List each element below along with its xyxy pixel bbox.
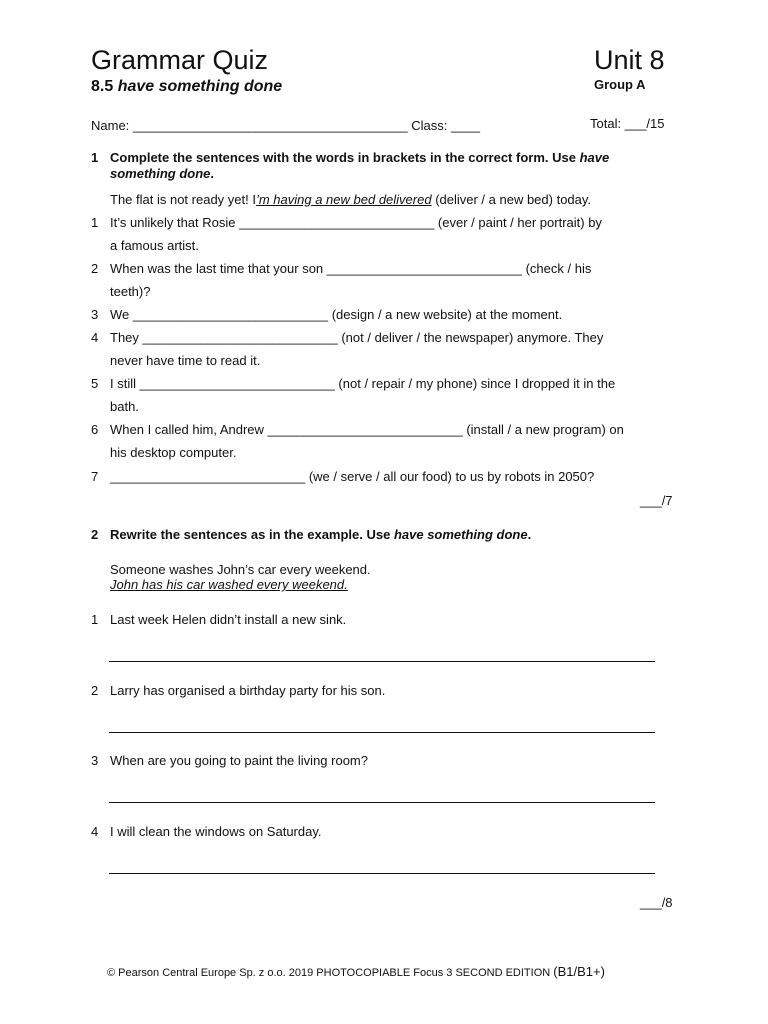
class-blank: ____ [451, 118, 480, 133]
total-max: /15 [646, 116, 665, 131]
footer-level: (B1/B1+) [553, 964, 605, 979]
ex2-item-4-number: 4 [91, 824, 99, 839]
ex2-item-2-answer-line[interactable] [109, 732, 655, 733]
exercise-2-instruction [110, 527, 531, 543]
ex1-item-6-line2: his desktop computer. [110, 445, 237, 460]
class-label: Class: [407, 118, 451, 133]
unit-label: Unit 8 [594, 45, 665, 75]
ex1-item-2-line2: teeth)? [110, 284, 151, 299]
ex2-item-4-text: I will clean the windows on Saturday. [110, 824, 322, 839]
exercise-1-number: 1 [91, 150, 99, 165]
exercise-1-instruction-text: Complete the sentences with the words in brackets in the correct form. Use [110, 150, 580, 165]
ex1-item-5-number: 5 [91, 376, 99, 391]
exercise-2-instruction-text: Rewrite the sentences as in the example. Use [110, 527, 394, 542]
exercise-1-example [110, 192, 591, 208]
page-title: Grammar Quiz [91, 45, 269, 75]
ex2-item-3-answer-line[interactable] [109, 802, 655, 803]
exercise-1-instruction-end: . [210, 166, 215, 181]
ex1-item-7-line1: ___________________________ (we / serve / all our food) to us by robots in 2050? [110, 469, 595, 484]
name-class-row [91, 118, 480, 134]
footer [107, 965, 605, 980]
ex1-item-1-number: 1 [91, 215, 99, 230]
ex1-item-4-line1: They ___________________________ (not / deliver / the newspaper) anymore. They [110, 330, 604, 345]
ex2-item-1-answer-line[interactable] [109, 661, 655, 662]
ex2-item-2-text: Larry has organised a birthday party for his son. [110, 683, 386, 698]
exercise-1-instruction-em-b: something done [110, 166, 211, 181]
ex1-item-3-number: 3 [91, 307, 99, 322]
exercise-2-example-answer [110, 577, 348, 593]
ex2-item-1-text: Last week Helen didn’t install a new sink. [110, 612, 347, 627]
footer-copyright: © Pearson Central Europe Sp. z o.o. 2019 PHOTOCOPIABLE Focus 3 SECOND EDITION [107, 967, 554, 979]
total-score [590, 116, 664, 132]
exercise-1-instruction [110, 150, 670, 182]
exercise-2-instruction-em: have something done [393, 527, 528, 542]
ex2-item-3-number: 3 [91, 753, 99, 768]
ex1-item-7-number: 7 [91, 469, 99, 484]
ex2-item-2-number: 2 [91, 683, 99, 698]
ex2-item-3-text: When are you going to paint the living room? [110, 753, 368, 768]
ex1-item-5-line1: I still ___________________________ (not / repair / my phone) since I dropped it in the [110, 376, 616, 391]
ex1-item-3-line1: We ___________________________ (design / a new website) at the moment. [110, 307, 563, 322]
page-subtitle [91, 77, 282, 97]
ex1-item-6-line1: When I called him, Andrew ___________________________ (install / a new program) on [110, 422, 624, 437]
subtitle-topic: have something done [117, 78, 283, 95]
example-answer: ’m having a new bed delivered [255, 192, 432, 207]
ex1-item-2-number: 2 [91, 261, 99, 276]
exercise-1-instruction-em-a: have [579, 150, 610, 165]
name-blank: ______________________________________ [132, 118, 408, 133]
example-post: (deliver / a new bed) today. [431, 192, 592, 207]
ex1-item-2-line1: When was the last time that your son ___________________________ (check / his [110, 261, 592, 276]
ex1-item-4-line2: never have time to read it. [110, 353, 261, 368]
exercise-2-score: ___/8 [640, 895, 673, 910]
total-blank: ___ [624, 116, 647, 131]
ex1-item-1-line2: a famous artist. [110, 238, 199, 253]
ex2-item-1-number: 1 [91, 612, 99, 627]
ex2-item-4-answer-line[interactable] [109, 873, 655, 874]
exercise-2-example-sentence: Someone washes John’s car every weekend. [110, 562, 371, 577]
ex1-item-6-number: 6 [91, 422, 99, 437]
ex1-item-5-line2: bath. [110, 399, 139, 414]
exercise-2-instruction-end: . [527, 527, 532, 542]
subtitle-number: 8.5 [91, 78, 114, 95]
ex1-item-1-line1: It’s unlikely that Rosie ___________________________ (ever / paint / her portrait) by [110, 215, 602, 230]
group-label: Group A [594, 77, 646, 92]
ex1-item-4-number: 4 [91, 330, 99, 345]
exercise-1-score: ___/7 [640, 493, 673, 508]
name-label: Name: [91, 118, 133, 133]
exercise-2-number: 2 [91, 527, 99, 542]
exercise-2-example-answer-text: John has his car washed every weekend. [110, 577, 348, 592]
example-pre: The flat is not ready yet! I [110, 192, 256, 207]
total-label: Total: [590, 116, 625, 131]
